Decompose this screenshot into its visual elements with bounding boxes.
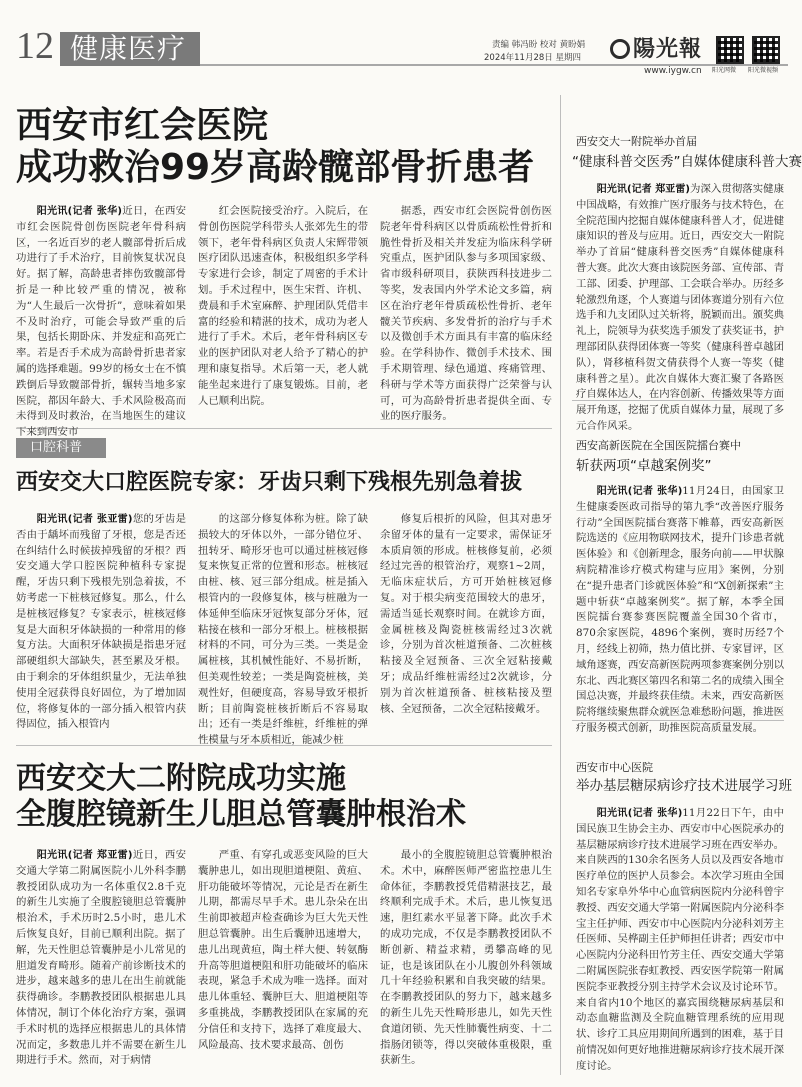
sidebar1-title-line2: “健康科普交医秀”自媒体健康科普大赛 (572, 154, 802, 170)
section-title: 健康医疗 (70, 32, 187, 65)
qr-label: 阳光微视频 (748, 67, 779, 74)
story1-column-2 (198, 204, 368, 422)
publication-date: 2024年11月28日 星期四 (484, 53, 581, 63)
story3-text-2: 严重、有穿孔或恶变风险的巨大囊肿患儿，如出现胆道梗阻、黄疸、肝功能破坏等情况，元论是否在新生儿期，都需尽早手术。患儿杂朵在出生前即被超声检查确诊为巨大先天性胆总管囊肿。出生后囊肿迅速增大，患儿出现黄疸，陶土样大便、转氨酶升高等胆道梗阻和肝功能破坏的临床表现，紧急手术成为唯一选择。面对患儿体重轻、囊肿巨大、胆道梗阻等多重挑战，李鹏教授团队在家属的充分信任和支持下，选择了难度最大、风险最高、技术要求最高、创伤 (198, 849, 368, 1051)
sidebar3-title-line1: 西安市中心医院 (576, 761, 653, 774)
story1-column-1 (16, 204, 187, 439)
sidebar3-body (576, 806, 784, 1074)
story2-column-2 (198, 512, 368, 747)
sidebar3-byline: 阳光讯(记者 张华) (596, 808, 683, 819)
qr-code-icon (716, 36, 744, 64)
story1-column-3 (380, 204, 552, 422)
story1-headline-line2: 成功救治99岁高龄髋部骨折患者 (16, 147, 535, 188)
qr-code-icon (752, 36, 780, 64)
story2-text-1: 您的牙齿是否由于龋坏而残留了牙根，您是否还在纠结什么时候拔掉残留的牙根？西安交通大学口腔医院种植科专家提醒，牙齿只剩下残根先别急着拔，不妨考虑一下桩核冠修复。那么，什么是桩核冠修复？专家表示，桩核冠修复是大面积牙体缺损的一种常用的修复方法。大面积牙体缺损是指患牙冠部硬组织大部缺失，甚至累及牙根。由于剩余的牙体组织量少，无法单独使用全冠获得良好固位，为了增加固位，将修复体的一部分插入根管内获得固位，插入根管内 (16, 513, 187, 731)
story3-column-2 (198, 848, 368, 1073)
story2-text-3: 修复后根折的风险，但其对患牙余留牙体的量有一定要求，需保证牙本质肩领的形成。桩核修复前，必须经过完善的根管治疗，观察1~2周，无临床症状后，方可开始桩核冠修复。对于根尖病变范围较大的患牙，需适当延长观察时间。在就诊方面，金属桩核及陶瓷桩核需经过3次就诊，分别为首次桩道预备、二次桩核粘接及全冠预备、三次全冠粘接戴牙；成品纤维桩需经过2次就诊，分别为首次桩道预备、桩核粘接及塑核、全冠预备，二次全冠粘接戴牙。 (380, 513, 552, 715)
story2-text-2: 的这部分修复体称为桩。除了缺损较大的牙体以外，一部分错位牙、扭转牙、畸形牙也可以通过桩核冠修复来恢复正常的位置和形态。桩核冠由桩、核、冠三部分组成。桩是插入根管内的一段修复体，核与桩融为一体延伸至临床牙冠恢复部分牙体，冠粘接在核和一部分牙根上。桩核根据材料的不同，可分为三类。一类是金属桩核，其机械性能好、不易折断，但美观性较差；一类是陶瓷桩核，美观性好，但硬度高，容易导致牙根折断；目前陶瓷桩核折断后不容易取出；还有一类是纤维桩，纤维桩的弹性模量与牙本质相近，能减少桩 (198, 513, 368, 747)
qr-label: 阳光网微 (712, 67, 737, 74)
newspaper-logo (610, 36, 702, 62)
sidebar1-title-line1: 西安交大一附院举办首届 (576, 135, 697, 148)
story3-text-3: 最小的全腹腔镜胆总管囊肿根治术。术中，麻醉医师严密监控患儿生命体征，李鹏教授凭借精湛技艺，最终顺利完成手术。术后，患儿恢复迅速，胆红素水平显著下降。此次手术的成功完成，不仅是李鹏教授团队不断创新、精益求精，勇攀高峰的见证，也是该团队在小儿腹创外科领域几十年经验积累和自我突破的结果。在李鹏教授团队的努力下，越来越多的新生儿先天性畸形患儿，如先天性食道闭锁、先天性肺囊性病变、十二指肠闭锁等，得以突破体重极限，重获新生。 (380, 849, 552, 1067)
story3-headline-line2: 全腹腔镜新生儿胆总管囊肿根治术 (16, 797, 466, 832)
story1-text-3: 据悉，西安市红会医院骨创伤医院老年骨科病区以骨质疏松性骨折和脆性骨折及相关并发症为临床科学研究重点，医护团队参与多项国家级、省市级科研项目，获陕西科技进步二等奖，发表国内外学术论文多篇，病区在治疗老年骨质疏松性骨折、老年髋关节疾病、多发骨折的治疗与手术以及微创手术方面具有丰富的临床经验。在学科协作、微创手术技术、围手术期管理、绿色通道、疼痛管理、科研与学术等方面获得广泛荣誉与认可，可为高龄骨折患者提供全面、专业的医疗服务。 (380, 205, 552, 423)
sidebar1-text: 为深入贯彻落实健康中国战略，有效推广医疗服务与技术特色，在全院范围内挖掘自媒体健康科普人才，促进健康知识的普及与应用。近日，西安交大一附院举办了首届“健康科普交医秀”自媒体健康科普大赛。此次大赛由该院医务部、宣传部、青工部、团委、护理部、工会联合举办。历经多轮激烈角逐，个人赛道与团体赛道分别有六位选手和九支团队过关斩将，脱颖而出。颁奖典礼上，院领导为获奖选手颁发了获奖证书，护理部团队获得团体赛一等奖（健康科普卓越团队），肾移植科贺文倩获得个人赛一等奖（健康科普之星）。此次自媒体大赛汇聚了各路医疗自媒体达人，在内容创新、传播效果等方面展开角逐，挖掘了优质自媒体力量，展现了多元合作风采。 (576, 183, 785, 432)
story1-byline: 阳光讯(记者 张华) (36, 206, 122, 217)
story3-byline: 阳光讯(记者 郑亚雷) (36, 850, 133, 861)
sidebar2-body (576, 484, 784, 734)
story2-headline: 西安交大口腔医院专家：牙齿只剩下残根先别急着拔 (16, 470, 523, 495)
story1-text-2: 红会医院接受治疗。入院后，在骨创伤医院学科带头人张郊先生的带领下，老年骨科病区负责人宋辉带领医疗团队迅速查体，积极组织多学科专家进行会诊，制定了周密的手术计划。手术过程中，医生宋哲、许机、费晨和手术室麻醉、护理团队凭借丰富的经验和精湛的技术，成功为老人进行了手术。术后，老年骨科病区专业的医护团队对老人给予了精心的护理和康复指导。术后第一天，老人就能坐起来进行了康复锻炼。目前，老人已顺利出院。 (198, 205, 368, 407)
story1-text-1: 近日，在西安市红会医院骨创伤医院老年骨科病区，一名近百岁的老人髋部骨折后成功进行了手术治疗，目前恢复状况良好。据了解，高龄患者摔伤致髋部骨折是一种比较严重的情况，被称为“人生最后一次骨折”，意味着如果不及时治疗，可能会导致严重的后果，包括长期卧床、并发症和高死亡率。若是否手术成为高龄骨折患者家属的选择难题。99岁的杨女士在不慎跌倒后导致髋部骨折，辗转当地多家医院，都因年龄大、手术风险极高而未得到及时救治，在当地医生的建议下来到西安市 (16, 205, 187, 439)
column-divider (560, 95, 561, 1075)
sidebar1-byline: 阳光讯(记者 郑亚雷) (596, 184, 690, 195)
sidebar2-title-line2: 斩获两项“卓越案例奖” (576, 458, 712, 474)
section-kicker: 口腔科普 (16, 438, 106, 458)
page-number: 12 (16, 25, 54, 67)
story3-column-3 (380, 848, 552, 1073)
story3-column-1 (16, 848, 186, 1073)
sidebar1-body (576, 182, 785, 432)
logo-text: 陽光報 (633, 36, 703, 62)
editor-credits: 责编 韩冯盼 校对 黄盼娟 (492, 40, 586, 50)
story1-headline-line1: 西安市红会医院 (16, 105, 269, 146)
masthead (0, 0, 800, 82)
story3-text-1: 近日，西安交通大学第二附属医院小儿外科李鹏教授团队成功为一名体重仅2.8千克的新生儿实施了全腹腔镜胆总管囊肿根治术，手术历时2.5小时，患儿术后恢复良好，目前已顺利出院。据了解，先天性胆总管囊肿是小儿常见的胆道发育畸形。随着产前诊断技术的进步，越来越多的患儿在出生前就能获得确诊。李鹏教授团队根据患儿具体情况，制订个体化治疗方案，强调手术时机的选择应根据患儿的具体情况而定，多数患儿并不需要在新生儿期进行手术。然而，对于病情 (16, 849, 187, 1067)
sidebar2-text: 11月24日，由国家卫生健康委医政司指导的第九季“改善医疗服务行动”全国医院擂台赛落下帷幕，西安高新医院选送的《应用物联网技术，提升门诊患者就医体验》和《创新理念，服务向前——甲状腺病院精准诊疗模式构建与应用》案例，分别在“提升患者门诊就医体验”和“X创新探索”主题中斩获“卓越案例奖”。据了解，本季全国医院擂台赛参赛医院覆盖全国30个省市，870余家医院，4896个案例，赛时历经7个月，经线上初筛，热力值比拼、专家冒评，区域角逐赛，西安高新医院两项参赛案例分别以东北、西北赛区第四名和第二名的成绩入围全国总决赛，并最终获佳绩。未来，西安高新医院将继续聚焦群众就医急难愁盼问题，推进医疗服务模式创新，助推医院高质量发展。 (576, 485, 784, 734)
sidebar3-text: 11月22日下午，由中国民族卫生协会主办、西安市中心医院承办的基层糖尿病诊疗技术进展学习班在西安举办。来自陕西的130余名医务人员以及西安各地市医疗单位的医护人员参会。本次学习班由全国知名专家阜外华中心血管病医院内分泌科曾宇教授、西安交通大学第一附属医院内分泌科李宝主任护师、西安市中心医院内分泌科刘芳主任医师、吴桦副主任护师担任讲者；西安市中心医院内分泌科田竹芳主任、西安交通大学第二附属医院张春虹教授、西安医学院第一附属医院李亚教授分别主持学术会议及讨论环节。来自省内10个地区的嘉宾围绕糖尿病基层和动态血糖监测及全院血糖管理系统的应用现状、诊疗工具应用期间所遇到的困难，基于目前情况如何更好地推进糖尿病诊疗技术展开深度讨论。 (576, 807, 784, 1072)
sidebar3-title-line2: 举办基层糖尿病诊疗技术进展学习班 (576, 778, 792, 794)
story2-byline: 阳光讯(记者 张亚雷) (36, 514, 133, 525)
sidebar2-byline: 阳光讯(记者 张华) (596, 486, 683, 497)
logo-seal-icon (610, 39, 630, 59)
story2-column-1 (16, 512, 186, 740)
story2-column-3 (380, 512, 552, 740)
website-url[interactable]: www.iygw.cn (644, 66, 702, 76)
story3-headline-line1: 西安交大二附院成功实施 (16, 761, 346, 796)
sidebar2-title-line1: 西安高新医院在全国医院擂台赛中 (576, 439, 741, 452)
